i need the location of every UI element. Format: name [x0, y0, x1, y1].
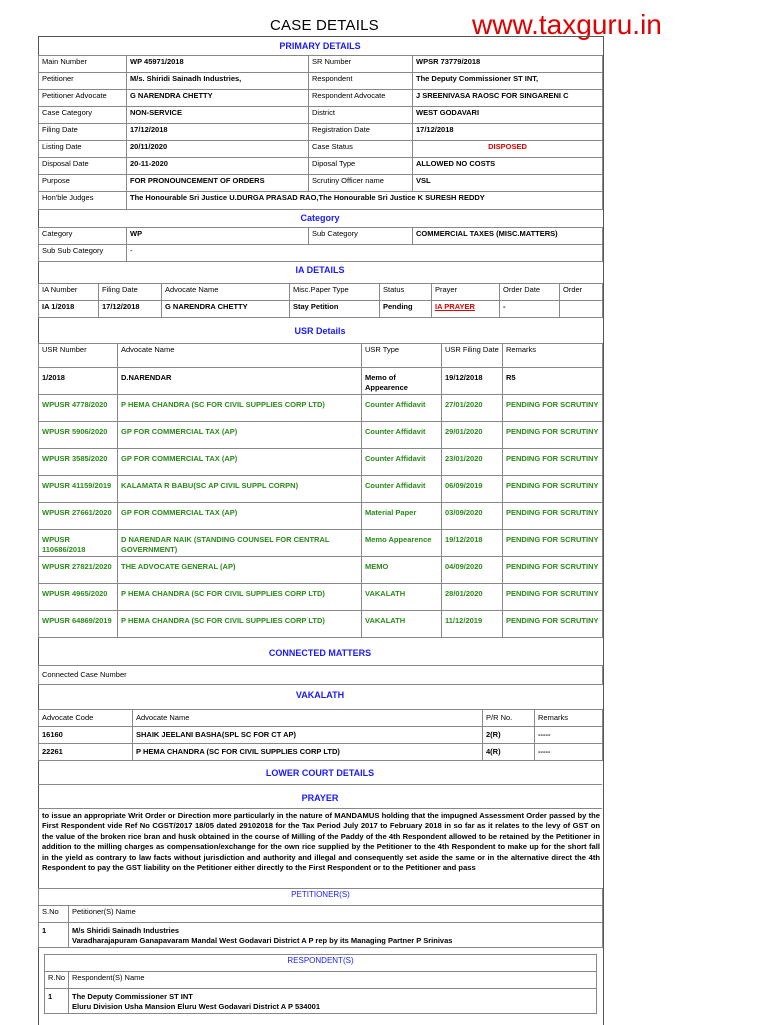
connected-matters-heading: CONNECTED MATTERS: [268, 648, 372, 658]
usr-cell: WPUSR 4778/2020: [39, 395, 118, 422]
primary-row: [39, 175, 603, 192]
vakalath-column-header: P/R No.: [483, 710, 535, 727]
usr-row: [39, 422, 603, 449]
usr-cell: 23/01/2020: [442, 449, 503, 476]
field-value: 20-11-2020: [127, 158, 309, 175]
vakalath-cell: -----: [535, 727, 603, 744]
usr-column-header: USR Number: [39, 344, 118, 368]
field-label: Listing Date: [39, 141, 127, 158]
usr-cell: PENDING FOR SCRUTINY: [503, 530, 603, 557]
field-label: Filing Date: [39, 124, 127, 141]
usr-cell: P HEMA CHANDRA (SC FOR CIVIL SUPPLIES CORP LTD): [118, 395, 362, 422]
usr-cell: Counter Affidavit: [362, 395, 442, 422]
party-details: [69, 923, 603, 948]
party-address: Eluru Division Usha Mansion Eluru West Godavari District A P 534001: [72, 1002, 320, 1011]
usr-row: [39, 449, 603, 476]
primary-row: [39, 90, 603, 107]
petitioner-name-header: Petitioner(S) Name: [69, 906, 603, 923]
ia-prayer-cell: [432, 301, 500, 318]
field-value: G NARENDRA CHETTY: [127, 90, 309, 107]
usr-cell: D.NARENDAR: [118, 368, 362, 395]
field-value: 20/11/2020: [127, 141, 309, 158]
usr-column-header: USR Filing Date: [442, 344, 503, 368]
vakalath-column-header: Advocate Name: [133, 710, 483, 727]
sub-category-label: Sub Category: [309, 228, 413, 245]
field-value: NON-SERVICE: [127, 107, 309, 124]
usr-cell: PENDING FOR SCRUTINY: [503, 449, 603, 476]
field-value: WP 45971/2018: [127, 56, 309, 73]
case-status-value: DISPOSED: [413, 141, 603, 158]
usr-cell: PENDING FOR SCRUTINY: [503, 584, 603, 611]
party-details: [69, 989, 597, 1014]
usr-cell: R5: [503, 368, 603, 395]
vakalath-cell: -----: [535, 744, 603, 761]
usr-cell: 19/12/2018: [442, 368, 503, 395]
vakalath-row: [39, 727, 603, 744]
usr-cell: WPUSR 64869/2019: [39, 611, 118, 638]
ia-cell: Stay Petition: [290, 301, 380, 318]
field-label: Diposal Type: [309, 158, 413, 175]
sub-sub-category-value: -: [127, 245, 603, 262]
vakalath-cell: 22261: [39, 744, 133, 761]
ia-prayer-link[interactable]: IA PRAYER: [435, 302, 475, 311]
usr-details-heading: USR Details: [294, 326, 346, 336]
usr-cell: 11/12/2019: [442, 611, 503, 638]
usr-cell: D NARENDAR NAIK (STANDING COUNSEL FOR CENTRAL GOVERNMENT): [118, 530, 362, 557]
field-label: Case Status: [309, 141, 413, 158]
ia-column-header: Order Date: [500, 284, 560, 301]
field-value: WEST GODAVARI: [413, 107, 603, 124]
vakalath-cell: P HEMA CHANDRA (SC FOR CIVIL SUPPLIES CORP LTD): [133, 744, 483, 761]
usr-cell: Counter Affidavit: [362, 449, 442, 476]
usr-cell: PENDING FOR SCRUTINY: [503, 503, 603, 530]
usr-cell: MEMO: [362, 557, 442, 584]
usr-cell: 03/09/2020: [442, 503, 503, 530]
field-value: The Deputy Commissioner ST INT,: [413, 73, 603, 90]
usr-cell: WPUSR 27821/2020: [39, 557, 118, 584]
field-value: 17/12/2018: [127, 124, 309, 141]
vakalath-cell: 4(R): [483, 744, 535, 761]
respondent-name-header: Respondent(S) Name: [69, 972, 597, 989]
field-label: Purpose: [39, 175, 127, 192]
usr-cell: PENDING FOR SCRUTINY: [503, 557, 603, 584]
judges-value: The Honourable Sri Justice U.DURGA PRASAD RAO,The Honourable Sri Justice K SURESH REDDY: [127, 192, 603, 210]
category-heading: Category: [300, 213, 340, 223]
usr-row: [39, 503, 603, 530]
usr-cell: GP FOR COMMERCIAL TAX (AP): [118, 449, 362, 476]
rno-header: R.No: [45, 972, 69, 989]
usr-cell: WPUSR 4965/2020: [39, 584, 118, 611]
ia-cell: -: [500, 301, 560, 318]
usr-cell: PENDING FOR SCRUTINY: [503, 395, 603, 422]
usr-cell: 1/2018: [39, 368, 118, 395]
field-value: FOR PRONOUNCEMENT OF ORDERS: [127, 175, 309, 192]
connected-matters-table: [38, 665, 603, 685]
primary-row: [39, 141, 603, 158]
field-label: Scrutiny Officer name: [309, 175, 413, 192]
usr-cell: VAKALATH: [362, 584, 442, 611]
ia-details-heading: IA DETAILS: [295, 265, 345, 275]
judges-label: Hon'ble Judges: [39, 192, 127, 210]
judges-row: [39, 192, 603, 210]
usr-cell: PENDING FOR SCRUTINY: [503, 476, 603, 503]
primary-row: [39, 124, 603, 141]
usr-cell: PENDING FOR SCRUTINY: [503, 611, 603, 638]
usr-cell: Counter Affidavit: [362, 422, 442, 449]
usr-row: [39, 557, 603, 584]
usr-column-header: USR Type: [362, 344, 442, 368]
field-value: VSL: [413, 175, 603, 192]
lower-court-heading: LOWER COURT DETAILS: [265, 768, 375, 778]
usr-cell: 04/09/2020: [442, 557, 503, 584]
party-name: The Deputy Commissioner ST INT: [72, 992, 193, 1001]
usr-cell: P HEMA CHANDRA (SC FOR CIVIL SUPPLIES CORP LTD): [118, 611, 362, 638]
primary-row: [39, 158, 603, 175]
vakalath-heading: VAKALATH: [295, 690, 345, 700]
field-label: Registration Date: [309, 124, 413, 141]
usr-cell: GP FOR COMMERCIAL TAX (AP): [118, 503, 362, 530]
page-title: CASE DETAILS: [270, 17, 379, 34]
usr-cell: Counter Affidavit: [362, 476, 442, 503]
usr-cell: Material Paper: [362, 503, 442, 530]
usr-cell: GP FOR COMMERCIAL TAX (AP): [118, 422, 362, 449]
category-table: [38, 227, 603, 262]
respondents-table: [44, 954, 597, 1014]
primary-details-heading: PRIMARY DETAILS: [279, 41, 361, 51]
field-label: Respondent Advocate: [309, 90, 413, 107]
ia-column-header: Advocate Name: [162, 284, 290, 301]
vakalath-row: [39, 744, 603, 761]
field-value: ALLOWED NO COSTS: [413, 158, 603, 175]
usr-cell: 19/12/2018: [442, 530, 503, 557]
usr-cell: WPUSR 5906/2020: [39, 422, 118, 449]
field-label: Case Category: [39, 107, 127, 124]
usr-row: [39, 611, 603, 638]
vakalath-cell: 16160: [39, 727, 133, 744]
watermark: www.taxguru.in: [472, 9, 662, 40]
petitioners-table: [38, 888, 603, 948]
primary-details-table: [38, 55, 603, 210]
vakalath-column-header: Advocate Code: [39, 710, 133, 727]
ia-column-header: Order: [560, 284, 603, 301]
usr-cell: 29/01/2020: [442, 422, 503, 449]
usr-cell: Memo of Appearence: [362, 368, 442, 395]
usr-cell: WPUSR 41159/2019: [39, 476, 118, 503]
ia-cell: 17/12/2018: [99, 301, 162, 318]
connected-case-number-label: Connected Case Number: [39, 666, 603, 685]
vakalath-cell: 2(R): [483, 727, 535, 744]
party-name: M/s Shiridi Sainadh Industries: [72, 926, 180, 935]
vakalath-cell: SHAIK JEELANI BASHA(SPL SC FOR CT AP): [133, 727, 483, 744]
vakalath-table: [38, 709, 603, 761]
usr-column-header: Remarks: [503, 344, 603, 368]
usr-cell: 06/09/2019: [442, 476, 503, 503]
usr-cell: VAKALATH: [362, 611, 442, 638]
ia-cell: IA 1/2018: [39, 301, 99, 318]
usr-cell: WPUSR 110686/2018: [39, 530, 118, 557]
usr-cell: PENDING FOR SCRUTINY: [503, 422, 603, 449]
usr-cell: WPUSR 27661/2020: [39, 503, 118, 530]
vakalath-column-header: Remarks: [535, 710, 603, 727]
usr-cell: THE ADVOCATE GENERAL (AP): [118, 557, 362, 584]
petitioners-heading: PETITIONER(S): [39, 889, 603, 906]
usr-cell: WPUSR 3585/2020: [39, 449, 118, 476]
field-value: J SREENIVASA RAOSC FOR SINGARENI C: [413, 90, 603, 107]
usr-row: [39, 368, 603, 395]
usr-row: [39, 395, 603, 422]
field-label: District: [309, 107, 413, 124]
field-label: Respondent: [309, 73, 413, 90]
respondents-heading: RESPONDENT(S): [45, 955, 597, 972]
usr-cell: Memo Appearence: [362, 530, 442, 557]
field-label: Disposal Date: [39, 158, 127, 175]
field-value: WPSR 73779/2018: [413, 56, 603, 73]
ia-column-header: Status: [380, 284, 432, 301]
usr-details-table: [38, 343, 603, 638]
primary-row: [39, 73, 603, 90]
field-value: 17/12/2018: [413, 124, 603, 141]
sub-category-value: COMMERCIAL TAXES (MISC.MATTERS): [413, 228, 603, 245]
field-value: M/s. Shiridi Sainadh Industries,: [127, 73, 309, 90]
party-number: 1: [39, 923, 69, 948]
sno-header: S.No: [39, 906, 69, 923]
usr-row: [39, 530, 603, 557]
usr-cell: 27/01/2020: [442, 395, 503, 422]
usr-cell: P HEMA CHANDRA (SC FOR CIVIL SUPPLIES CORP LTD): [118, 584, 362, 611]
sub-sub-category-label: Sub Sub Category: [39, 245, 127, 262]
prayer-heading: PRAYER: [301, 793, 339, 803]
usr-row: [39, 476, 603, 503]
ia-column-header: Filing Date: [99, 284, 162, 301]
category-label: Category: [39, 228, 127, 245]
divider: [38, 784, 602, 785]
primary-row: [39, 56, 603, 73]
field-label: Main Number: [39, 56, 127, 73]
category-value: WP: [127, 228, 309, 245]
prayer-text: to issue an appropriate Writ Order or Direction more particularly in the nature of MANDAMUS holding that the impugned Assessment Order passed by the First Respondent vide Ref No CGST/2017 18/05 dated 29102018 for the Tax Period July 2017 to February 2018 in so far as it relates to the levy of GST on the value of the broken rice bran and husk obtained in the course of Milling of the Paddy of the 4th Respondent allowed to be retained by the Petitioner in addition to the milling charges as compensation/exchange for the own rice supplied by the Petitioner to the 4th Respondent to make up for the short fall in the yield as contrary to law facts without jurisdiction and authority and illegal and consequently set aside the same or in the alternative direct the 4th Respondent to pay the GST liability on the Petitioner either directly to the First Respondent or to the Petitioner and pass: [42, 811, 600, 873]
usr-cell: 28/01/2020: [442, 584, 503, 611]
ia-column-header: IA Number: [39, 284, 99, 301]
usr-column-header: Advocate Name: [118, 344, 362, 368]
party-number: 1: [45, 989, 69, 1014]
usr-cell: KALAMATA R BABU(SC AP CIVIL SUPPL CORPN): [118, 476, 362, 503]
respondent-row: [45, 989, 597, 1014]
usr-row: [39, 584, 603, 611]
ia-cell: G NARENDRA CHETTY: [162, 301, 290, 318]
field-label: Petitioner: [39, 73, 127, 90]
primary-row: [39, 107, 603, 124]
field-label: Petitioner Advocate: [39, 90, 127, 107]
ia-cell: [560, 301, 603, 318]
ia-column-header: Prayer: [432, 284, 500, 301]
ia-column-header: Misc.Paper Type: [290, 284, 380, 301]
petitioner-row: [39, 923, 603, 948]
ia-cell: Pending: [380, 301, 432, 318]
ia-details-table: [38, 283, 603, 318]
divider: [38, 808, 602, 809]
field-label: SR Number: [309, 56, 413, 73]
party-address: Varadharajapuram Ganapavaram Mandal West Godavari District A P rep by its Managing Partner P Srinivas: [72, 936, 453, 945]
